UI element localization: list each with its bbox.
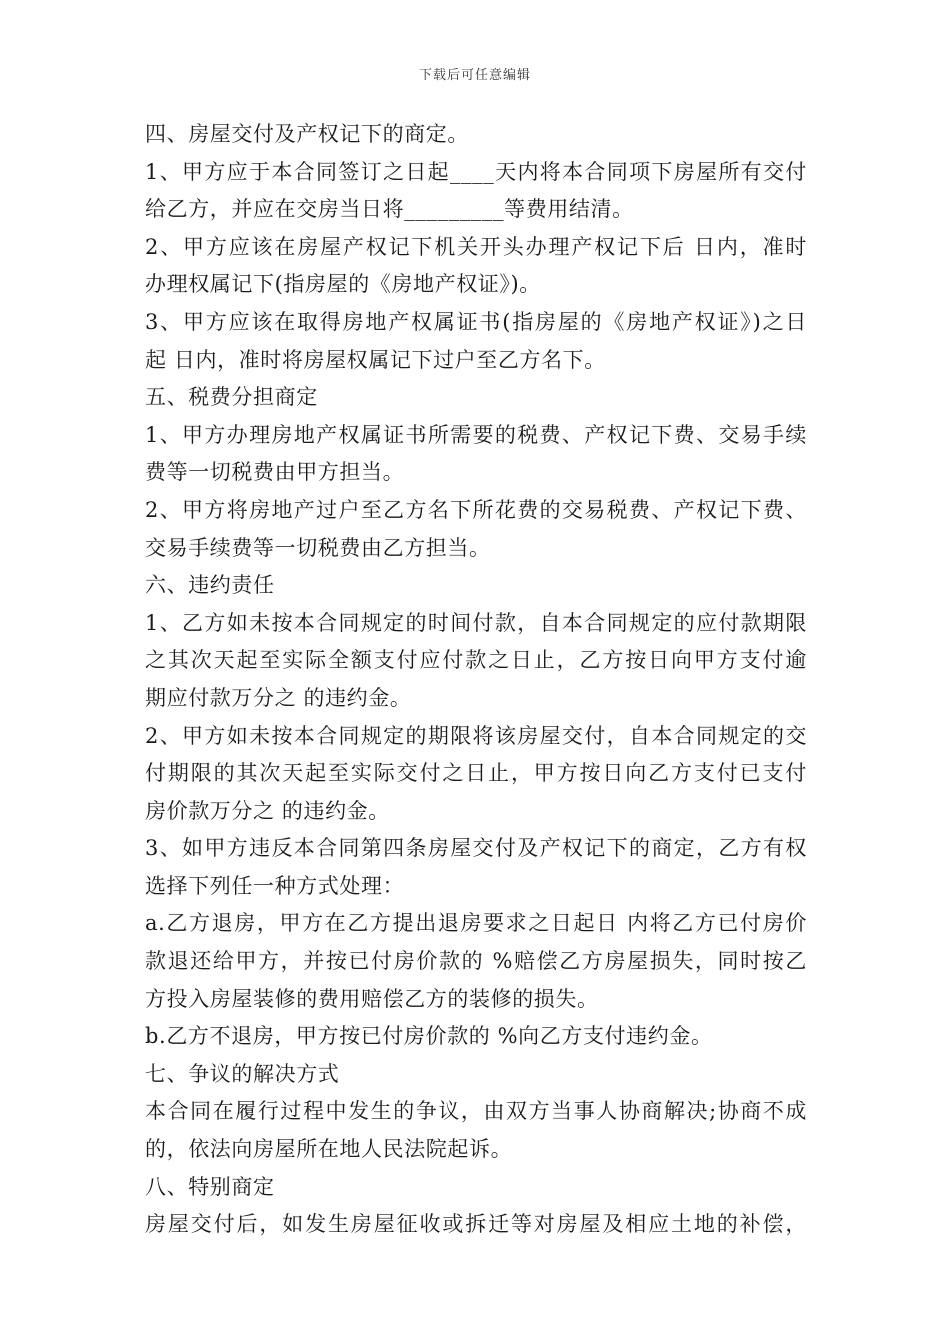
text-line: 八、特别商定	[145, 1174, 275, 1199]
text-line: 之其次天起至实际全额支付应付款之日止，乙方按日向甲方支付逾	[145, 648, 807, 673]
text-line: 2、甲方应该在房屋产权记下机关开头办理产权记下后 日内，准时	[145, 234, 807, 259]
text-line: 五、税费分担商定	[145, 385, 318, 410]
text-line: 选择下列任一种方式处理：	[145, 873, 405, 898]
text-line: b.乙方不退房，甲方按已付房价款的 %向乙方支付违约金。	[145, 1024, 713, 1049]
text-line: 期应付款万分之 的违约金。	[145, 685, 412, 710]
text-line: 方投入房屋装修的费用赔偿乙方的装修的损失。	[145, 986, 599, 1011]
text-line: 款退还给甲方，并按已付房价款的 %赔偿乙方房屋损失，同时按乙	[145, 949, 807, 974]
text-line: 四、房屋交付及产权记下的商定。	[145, 122, 469, 146]
text-line: 本合同在履行过程中发生的争议，由双方当事人协商解决;协商不成	[145, 1099, 807, 1124]
text-line: 房屋交付后，如发生房屋征收或拆迁等对房屋及相应土地的补偿，	[145, 1212, 807, 1237]
text-line: 2、甲方如未按本合同规定的期限将该房屋交付，自本合同规定的交	[145, 723, 807, 748]
text-line: 起 日内，准时将房屋权属记下过户至乙方名下。	[145, 347, 606, 372]
text-line: 1、甲方办理房地产权属证书所需要的税费、产权记下费、交易手续	[145, 422, 807, 447]
text-line: 付期限的其次天起至实际交付之日止，甲方按日向乙方支付已支付	[145, 761, 807, 786]
text-line: 七、争议的解决方式	[145, 1061, 340, 1086]
text-line: 交易手续费等一切税费由乙方担当。	[145, 535, 491, 560]
text-line: 1、乙方如未按本合同规定的时间付款，自本合同规定的应付款期限	[145, 610, 807, 635]
text-line: a.乙方退房，甲方在乙方提出退房要求之日起日 内将乙方已付房价	[145, 911, 807, 936]
text-line: 办理权属记下(指房屋的《房地产权证》)。	[145, 272, 541, 297]
text-line: 费等一切税费由甲方担当。	[145, 460, 405, 485]
text-line: 给乙方，并应在交房当日将_________等费用结清。	[145, 197, 634, 222]
text-line: 1、甲方应于本合同签订之日起____天内将本合同项下房屋所有交付	[145, 159, 807, 184]
text-line: 3、甲方应该在取得房地产权属证书(指房屋的《房地产权证》)之日	[145, 309, 807, 334]
text-line: 房价款万分之 的违约金。	[145, 798, 390, 823]
text-line: 3、如甲方违反本合同第四条房屋交付及产权记下的商定，乙方有权	[145, 836, 807, 861]
text-line: 2、甲方将房地产过户至乙方名下所花费的交易税费、产权记下费、	[145, 497, 807, 522]
page-header-note: 下载后可任意编辑	[418, 68, 531, 83]
text-line: 的，依法向房屋所在地人民法院起诉。	[145, 1137, 513, 1162]
document-body	[145, 116, 807, 1244]
text-line: 六、违约责任	[145, 573, 275, 598]
